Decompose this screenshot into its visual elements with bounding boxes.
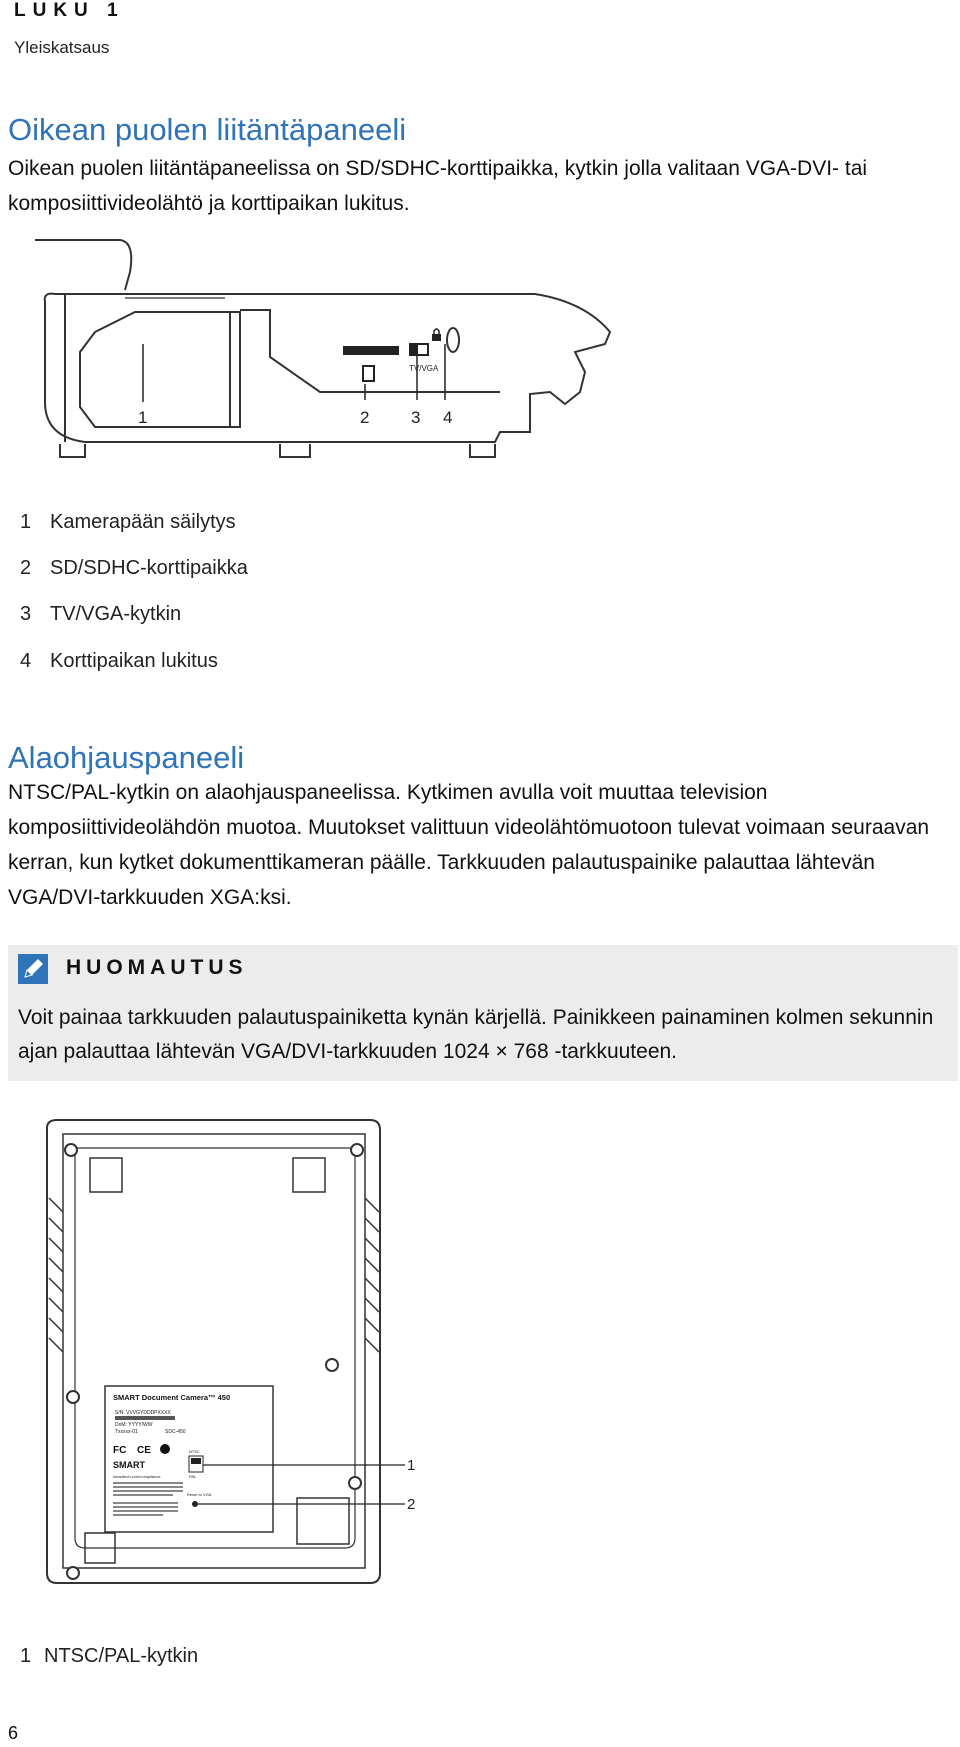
chapter-heading: LUKU 1	[14, 0, 125, 21]
legend-item: 4 Korttipaikan lukitus	[20, 650, 218, 672]
legend-item: 1 Kamerapään säilytys	[20, 511, 236, 533]
pencil-icon	[18, 954, 48, 984]
callout-2: 2	[360, 408, 370, 427]
switch-label-pal: PAL	[189, 1474, 197, 1479]
note-title: HUOMAUTUS	[66, 956, 248, 979]
section-title-bottom-panel: Alaohjauspaneeli	[8, 740, 245, 775]
label-title: SMART Document Camera™ 450	[113, 1393, 231, 1402]
callout-2: 2	[407, 1496, 416, 1513]
callout-3: 3	[411, 408, 421, 427]
c-tick-mark	[160, 1444, 170, 1454]
note-body: Voit painaa tarkkuuden palautuspainiketta kynän kärjellä. Painikkeen painaminen kolmen sekunnin ajan palauttaa lähtevän VGA/DVI-tarkkuuden 1024 × 768 -tarkkuuteen.	[18, 1006, 934, 1063]
label-line: Txxxxx-01	[115, 1429, 138, 1435]
section-body-right-panel: Oikean puolen liitäntäpaneelissa on SD/SDHC-korttipaikka, kytkin jolla valitaan VGA-DVI- tai komposiittivideolähtö ja korttipaikan lukitus.	[8, 157, 868, 215]
section-title-right-panel: Oikean puolen liitäntäpaneeli	[8, 112, 407, 147]
sd-card-icon	[363, 366, 374, 381]
label-line: S/N: VVVGYDDDPXXXX	[115, 1410, 171, 1416]
reset-button	[192, 1501, 198, 1507]
tv-vga-label: TV/VGA	[409, 364, 439, 373]
page-number: 6	[8, 1723, 19, 1743]
callout-1: 1	[138, 408, 148, 427]
callout-1: 1	[407, 1457, 416, 1474]
reset-label: Reset to VGA	[187, 1492, 212, 1497]
legend-item: 2 SD/SDHC-korttipaikka	[20, 557, 248, 579]
sd-card-slot	[343, 346, 399, 355]
label-line: SDC-450	[165, 1429, 186, 1435]
callout-4: 4	[443, 408, 453, 427]
fc-mark: FC	[113, 1445, 127, 1456]
label-url: smarttech.com/compliance	[113, 1474, 161, 1479]
label-brand: SMART	[113, 1460, 145, 1470]
label-line: DoM: YYYY/WW	[115, 1422, 153, 1428]
chapter-subtitle: Yleiskatsaus	[14, 38, 110, 57]
lock-icon	[432, 329, 441, 341]
legend-item: 1 NTSC/PAL-kytkin	[20, 1645, 199, 1667]
switch-label-ntsc: NTSC	[189, 1449, 200, 1454]
bottom-panel-diagram	[35, 1118, 435, 1588]
legend-item: 3 TV/VGA-kytkin	[20, 603, 182, 625]
ce-mark: CE	[137, 1445, 151, 1456]
section-body-bottom-panel: NTSC/PAL-kytkin on alaohjauspaneelissa. Kytkimen avulla voit muuttaa television komposiittivideolähdön muotoa. Muutokset valittuun videolähtömuotoon tulevat voimaan seuraavan kerran, kun kytket dokumenttikameran päälle. Tarkkuuden palautuspainike palauttaa lähtevän VGA/DVI-tarkkuuden XGA:ksi.	[8, 781, 930, 909]
right-panel-diagram	[25, 232, 635, 492]
